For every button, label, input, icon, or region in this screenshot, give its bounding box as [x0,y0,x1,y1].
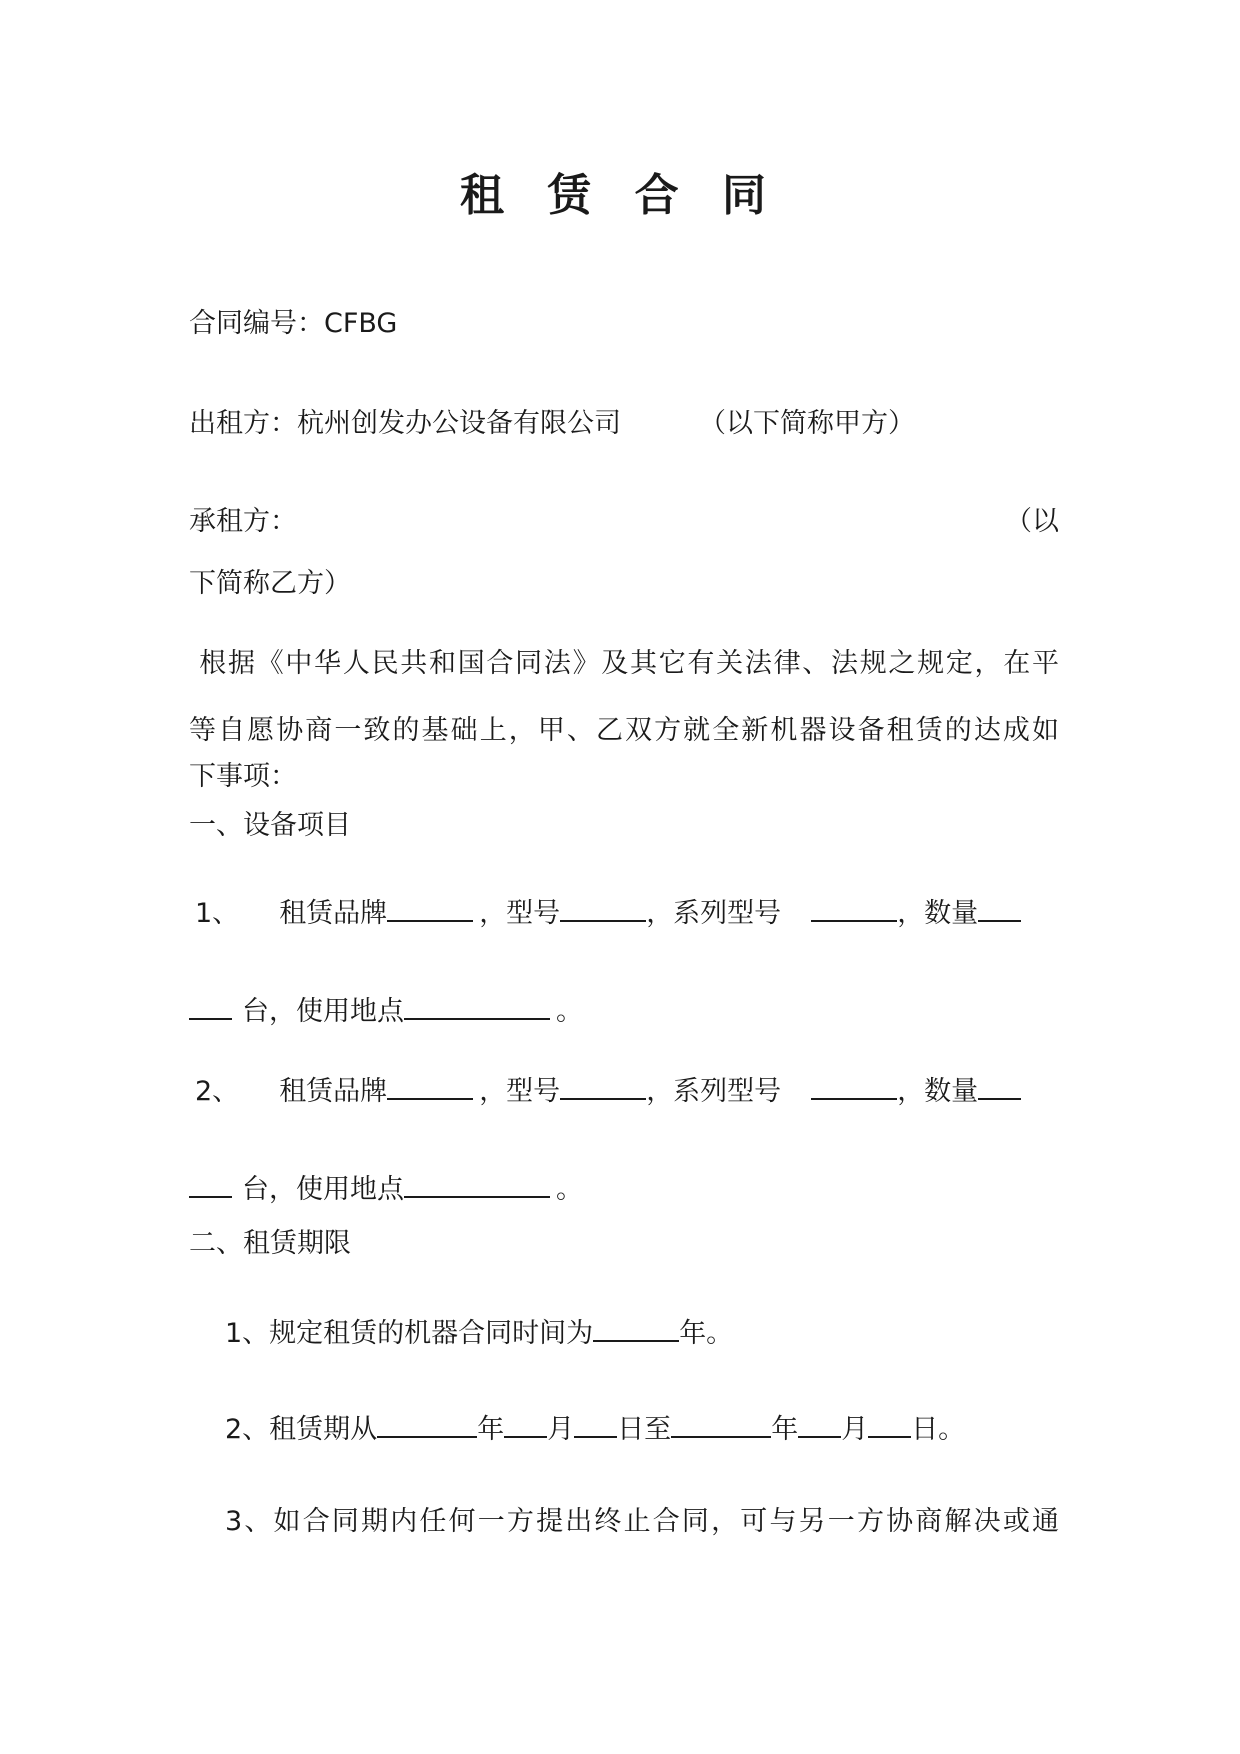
equipment-item-1 [189,892,1059,932]
intro-line-1: 根据《中华人民共和国合同法》及其它有关法律、法规之规定，在平 [199,648,1059,679]
end-day-blank[interactable] [868,1408,911,1438]
unit-place-label: 台，使用地点 [242,996,404,1027]
quantity-blank-start[interactable] [978,1070,1021,1100]
quantity-blank-end[interactable] [189,1168,232,1198]
quantity-label: ，数量 [897,1076,979,1107]
brand-label: 租赁品牌 [279,898,388,929]
model-label: ，型号 [479,1076,561,1107]
lessor-line [189,406,1059,442]
equipment-item-1-cont: 台，使用地点 。 [189,990,1059,1030]
equipment-item-2-cont: 台，使用地点 。 [189,1168,1059,1208]
model-blank[interactable] [560,892,646,922]
end-year-blank[interactable] [671,1408,771,1438]
model-label: ，型号 [479,898,561,929]
quantity-label: ，数量 [897,898,979,929]
item-2-number: 2、 [195,1076,240,1107]
lessee-alias-start: （以 [1005,506,1059,537]
section-term-heading: 二、租赁期限 [189,1228,351,1259]
term-clause-1: 1、规定租赁的机器合同时间为 年。 [189,1312,1059,1352]
series-label: ，系列型号 [646,1076,782,1107]
term-clause-3: 3、如合同期内任何一方提出终止合同，可与另一方协商解决或通 [225,1506,1059,1537]
intro-line-3: 下事项： [189,761,297,792]
years-blank[interactable] [593,1312,679,1342]
series-blank[interactable] [811,892,897,922]
quantity-blank-end[interactable] [189,990,232,1020]
item-1-number: 1、 [195,898,240,929]
unit-place-label: 台，使用地点 [242,1174,404,1205]
quantity-blank-start[interactable] [978,892,1021,922]
lessee-line [189,504,1059,540]
series-label: ，系列型号 [646,898,782,929]
lessor-label: 出租方：杭州创发办公设备有限公司 [189,408,621,439]
brand-blank[interactable] [387,892,473,922]
contract-number: 合同编号：CFBG [189,308,398,339]
brand-blank[interactable] [387,1070,473,1100]
brand-label: 租赁品牌 [279,1076,388,1107]
lessee-alias-end: 下简称乙方） [189,568,351,599]
start-year-blank[interactable] [377,1408,477,1438]
model-blank[interactable] [560,1070,646,1100]
lessee-label: 承租方： [189,506,297,537]
term-clause-2: 2、租赁期从 年 月 日至 年 月 日。 [189,1408,1059,1448]
document-title: 租 赁 合 同 [460,170,780,221]
end-month-blank[interactable] [798,1408,841,1438]
intro-line-2: 等自愿协商一致的基础上，甲、乙双方就全新机器设备租赁的达成如 [189,715,1059,746]
lessor-alias: （以下简称甲方） [699,408,915,439]
equipment-item-2 [189,1070,1059,1110]
start-day-blank[interactable] [574,1408,617,1438]
section-equipment-heading: 一、设备项目 [189,810,351,841]
start-month-blank[interactable] [504,1408,547,1438]
place-blank[interactable] [404,990,550,1020]
place-blank[interactable] [404,1168,550,1198]
series-blank[interactable] [811,1070,897,1100]
